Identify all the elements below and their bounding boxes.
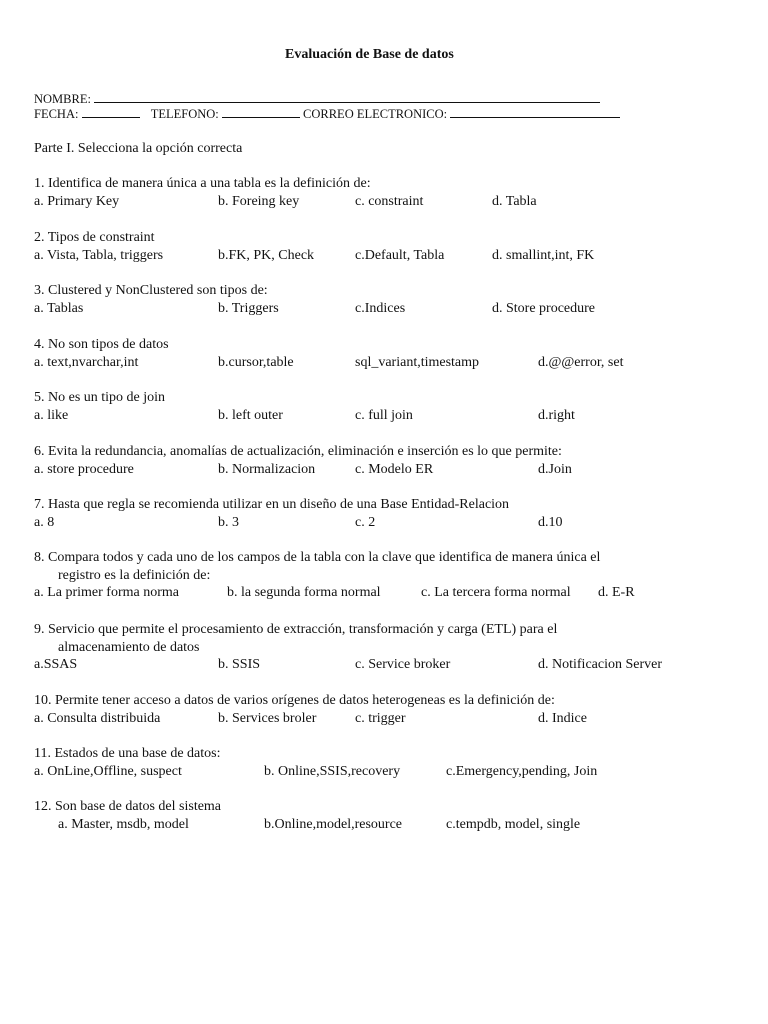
question-8-text-cont: registro es la definición de: bbox=[58, 568, 211, 583]
question-11-option[interactable]: a. OnLine,Offline, suspect bbox=[34, 764, 182, 779]
question-10-option[interactable]: d. Indice bbox=[538, 711, 587, 726]
part-heading: Parte I. Selecciona la opción correcta bbox=[34, 141, 243, 156]
nombre-label: NOMBRE: bbox=[34, 92, 91, 106]
correo-field[interactable] bbox=[450, 106, 620, 118]
question-4-option[interactable]: sql_variant,timestamp bbox=[355, 355, 480, 370]
question-2-option[interactable]: b.FK, PK, Check bbox=[218, 248, 315, 263]
question-2-option[interactable]: a. Vista, Tabla, triggers bbox=[34, 248, 164, 263]
question-1-option[interactable]: a. Primary Key bbox=[34, 194, 120, 209]
question-10-text: 10. Permite tener acceso a datos de varios orígenes de datos heterogeneas es la definición de: bbox=[34, 693, 555, 708]
question-5-option[interactable]: a. like bbox=[34, 408, 69, 423]
question-10-option[interactable]: b. Services broler bbox=[218, 711, 317, 726]
question-6-option[interactable]: d.Join bbox=[538, 462, 572, 477]
question-7-option[interactable]: c. 2 bbox=[355, 515, 376, 530]
question-3-option[interactable]: d. Store procedure bbox=[492, 301, 596, 316]
correo-label: CORREO ELECTRONICO: bbox=[303, 107, 448, 121]
question-6-text: 6. Evita la redundancia, anomalías de actualización, eliminación e inserción es lo que permite: bbox=[34, 444, 562, 459]
question-3-option[interactable]: a. Tablas bbox=[34, 301, 84, 316]
question-4-option[interactable]: d.@@error, set bbox=[538, 355, 624, 370]
question-12-text: 12. Son base de datos del sistema bbox=[34, 799, 222, 814]
question-3-option[interactable]: b. Triggers bbox=[218, 301, 279, 316]
question-9-text-cont: almacenamiento de datos bbox=[58, 640, 200, 655]
page-title: Evaluación de Base de datos bbox=[285, 47, 454, 62]
question-3-text: 3. Clustered y NonClustered son tipos de: bbox=[34, 283, 268, 298]
question-2-text: 2. Tipos de constraint bbox=[34, 230, 155, 245]
question-10-option[interactable]: c. trigger bbox=[355, 711, 406, 726]
fecha-row bbox=[34, 106, 620, 122]
question-4-text: 4. No son tipos de datos bbox=[34, 337, 169, 352]
question-11-text: 11. Estados de una base de datos: bbox=[34, 746, 221, 761]
question-1-option[interactable]: b. Foreing key bbox=[218, 194, 300, 209]
question-11-option[interactable]: b. Online,SSIS,recovery bbox=[264, 764, 401, 779]
question-10-option[interactable]: a. Consulta distribuida bbox=[34, 711, 161, 726]
question-8-option[interactable]: d. E-R bbox=[598, 585, 635, 600]
question-5-option[interactable]: b. left outer bbox=[218, 408, 283, 423]
question-4-option[interactable]: b.cursor,table bbox=[218, 355, 294, 370]
question-8-option[interactable]: b. la segunda forma normal bbox=[227, 585, 381, 600]
telefono-label: TELEFONO: bbox=[150, 107, 219, 121]
fecha-label: FECHA: bbox=[34, 107, 79, 121]
question-1-option[interactable]: c. constraint bbox=[355, 194, 424, 209]
question-6-option[interactable]: a. store procedure bbox=[34, 462, 134, 477]
question-1-option[interactable]: d. Tabla bbox=[492, 194, 537, 209]
question-8-option[interactable]: c. La tercera forma normal bbox=[421, 585, 571, 600]
question-11-option[interactable]: c.Emergency,pending, Join bbox=[446, 764, 598, 779]
question-5-text: 5. No es un tipo de join bbox=[34, 390, 166, 405]
question-7-text: 7. Hasta que regla se recomienda utilizar en un diseño de una Base Entidad-Relacion bbox=[34, 497, 510, 512]
question-9-text: 9. Servicio que permite el procesamiento de extracción, transformación y carga (ETL) para el bbox=[34, 622, 558, 637]
question-12-option[interactable]: c.tempdb, model, single bbox=[446, 817, 581, 832]
question-8-text: 8. Compara todos y cada uno de los campos de la tabla con la clave que identifica de manera única el bbox=[34, 550, 601, 565]
question-6-option[interactable]: c. Modelo ER bbox=[355, 462, 434, 477]
question-2-option[interactable]: c.Default, Tabla bbox=[355, 248, 445, 263]
question-9-option[interactable]: b. SSIS bbox=[218, 657, 261, 672]
fecha-field[interactable] bbox=[82, 106, 140, 118]
question-7-option[interactable]: a. 8 bbox=[34, 515, 55, 530]
nombre-field[interactable] bbox=[94, 91, 600, 103]
question-12-option[interactable]: b.Online,model,resource bbox=[264, 817, 403, 832]
question-5-option[interactable]: c. full join bbox=[355, 408, 413, 423]
question-7-option[interactable]: b. 3 bbox=[218, 515, 239, 530]
question-9-option[interactable]: d. Notificacion Server bbox=[538, 657, 663, 672]
telefono-field[interactable] bbox=[222, 106, 300, 118]
question-5-option[interactable]: d.right bbox=[538, 408, 575, 423]
question-9-option[interactable]: a.SSAS bbox=[34, 657, 78, 672]
question-7-option[interactable]: d.10 bbox=[538, 515, 563, 530]
nombre-row bbox=[34, 91, 600, 107]
question-12-option[interactable]: a. Master, msdb, model bbox=[58, 817, 189, 832]
question-8-option[interactable]: a. La primer forma norma bbox=[34, 585, 179, 600]
question-2-option[interactable]: d. smallint,int, FK bbox=[492, 248, 595, 263]
question-6-option[interactable]: b. Normalizacion bbox=[218, 462, 316, 477]
question-9-option[interactable]: c. Service broker bbox=[355, 657, 451, 672]
question-3-option[interactable]: c.Indices bbox=[355, 301, 406, 316]
question-1-text: 1. Identifica de manera única a una tabla es la definición de: bbox=[34, 176, 371, 191]
question-4-option[interactable]: a. text,nvarchar,int bbox=[34, 355, 139, 370]
